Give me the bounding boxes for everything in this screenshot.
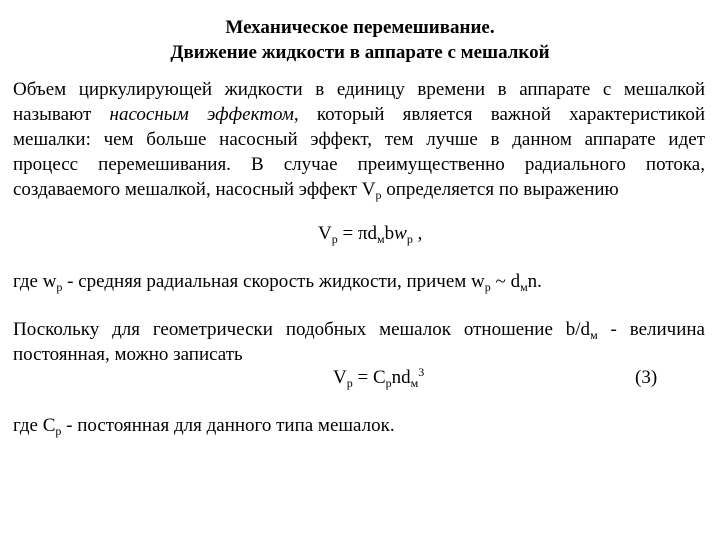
paragraph-line — [13, 177, 705, 202]
formula-pumping-effect-3 — [333, 365, 424, 390]
formula-symbol: w — [394, 223, 407, 244]
subscript: р — [484, 280, 491, 294]
paragraph-radial-velocity — [13, 269, 705, 294]
text-span: n. — [527, 271, 542, 292]
formula-symbol: b — [384, 223, 395, 244]
text-span: называют — [13, 104, 110, 125]
paragraph-line: мешалки: чем больше насосный эффект, тем лучше в данном аппарате идет — [13, 129, 705, 150]
text-span: ~ d — [490, 271, 521, 292]
subscript: р — [375, 188, 382, 202]
text-span: - величина — [597, 319, 705, 340]
formula-pumping-effect — [318, 221, 422, 246]
paragraph-line — [13, 317, 705, 342]
title-line-1: Механическое перемешивание. — [225, 17, 495, 38]
paragraph-pumping-effect — [13, 77, 705, 202]
subscript: р — [385, 376, 392, 390]
subscript: м — [410, 376, 419, 390]
emphasis-term: насосным эффектом — [109, 104, 294, 125]
text-span: Поскольку для геометрически подобных мешалок отношение b/d — [13, 319, 591, 340]
formula-symbol: V — [333, 367, 347, 388]
paragraph-line: постоянная, можно записать — [13, 344, 243, 365]
title-line-2: Движение жидкости в аппарате с мешалкой — [170, 42, 550, 63]
subscript: м — [520, 280, 528, 294]
text-span: создаваемого мешалкой, насосный эффект V — [13, 179, 376, 200]
paragraph-constant — [13, 413, 705, 438]
text-span: - постоянная для данного типа мешалок. — [61, 415, 395, 436]
equation-number: (3) — [635, 367, 658, 388]
formula-symbol: = C — [352, 367, 386, 388]
subscript: р — [55, 424, 62, 438]
text-span: где w — [13, 271, 57, 292]
subscript: р — [346, 376, 353, 390]
text-span: , который является важной характеристикой — [293, 104, 705, 125]
paragraph-line — [13, 102, 705, 127]
formula-symbol: = πd — [337, 223, 378, 244]
paragraph-line — [13, 269, 705, 294]
text-span: - средняя радиальная скорость жидкости, причем w — [62, 271, 485, 292]
superscript: 3 — [418, 365, 425, 379]
paragraph-line: Объем циркулирующей жидкости в единицу времени в аппарате с мешалкой — [13, 79, 705, 100]
subscript: м — [590, 328, 598, 342]
subscript: р — [331, 232, 338, 246]
paragraph-line — [13, 413, 705, 438]
text-span: определяется по выражению — [381, 179, 619, 200]
text-span: где C — [13, 415, 56, 436]
subscript: м — [377, 232, 385, 246]
paragraph-line: процесс перемешивания. В случае преимущественно радиального потока, — [13, 154, 705, 175]
formula-symbol: V — [318, 223, 332, 244]
subscript: р — [406, 232, 413, 246]
formula-symbol: , — [412, 223, 423, 244]
formula-symbol: nd — [391, 367, 411, 388]
subscript: р — [56, 280, 63, 294]
paragraph-similarity — [13, 317, 705, 367]
